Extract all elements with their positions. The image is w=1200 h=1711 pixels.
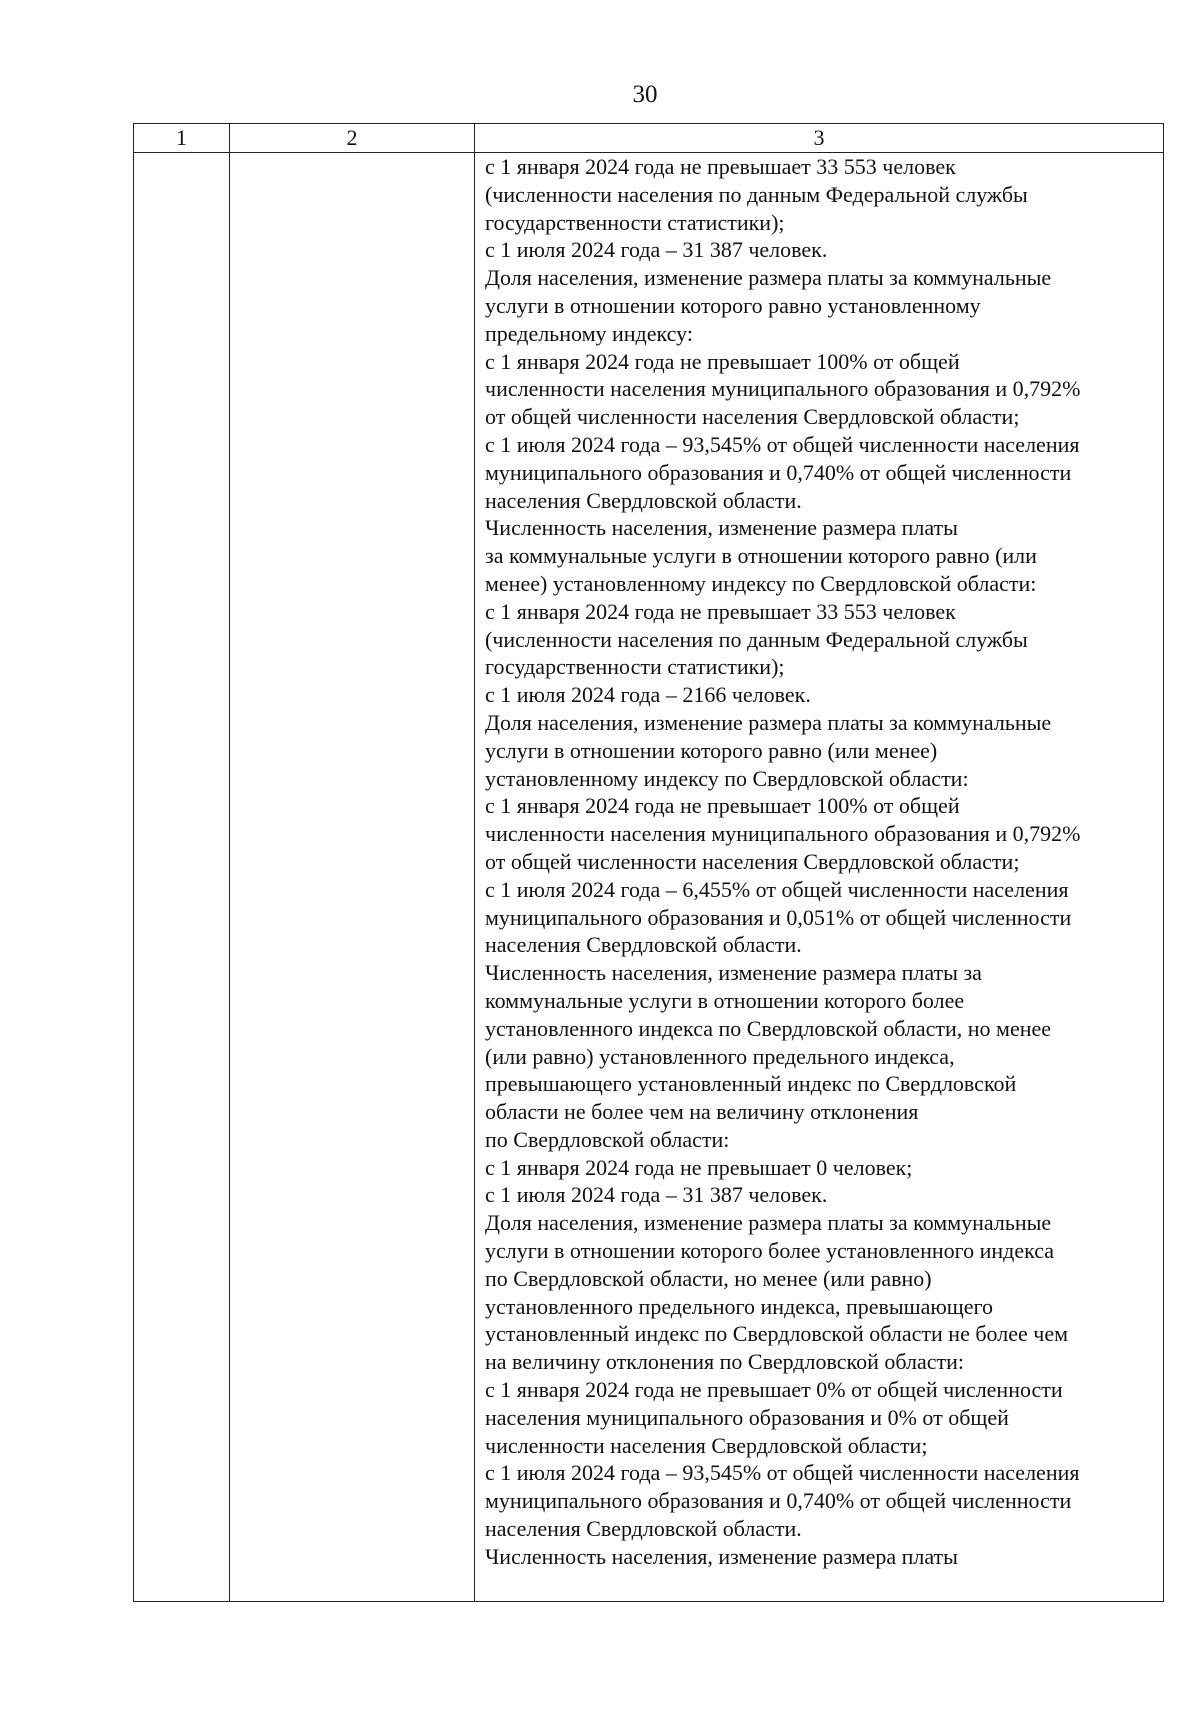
text-line: с 1 января 2024 года не превышает 33 553 человек: [485, 598, 956, 624]
text-line: с 1 июля 2024 года – 93,545% от общей численности населения: [485, 431, 1080, 457]
text-line: населения Свердловской области.: [485, 932, 802, 958]
text-line: услуги в отношении которого равно (или менее): [485, 737, 938, 763]
table-header-row: [134, 124, 1164, 153]
text-line: (численности населения по данным Федеральной службы: [485, 181, 1028, 207]
text-line: менее) установленному индексу по Свердловской области:: [485, 570, 1037, 596]
text-line: с 1 января 2024 года не превышает 33 553 человек: [485, 154, 956, 179]
header-col-3: 3: [475, 124, 1164, 153]
text-line: Доля населения, изменение размера платы за коммунальные: [485, 265, 1052, 291]
header-col-2: 2: [230, 124, 475, 153]
cell-col-3: [475, 153, 1164, 1602]
text-line: численности населения муниципального образования и 0,792%: [485, 376, 1081, 402]
text-line: с 1 июля 2024 года – 2166 человек.: [485, 682, 811, 708]
cell-col-1: [134, 153, 230, 1602]
text-line: с 1 января 2024 года не превышает 0% от общей численности: [485, 1377, 1063, 1403]
text-line: Численность населения, изменение размера платы: [485, 515, 958, 541]
text-line: населения муниципального образования и 0% от общей: [485, 1404, 1009, 1430]
text-line: превышающего установленный индекс по Свердловской: [485, 1071, 1017, 1097]
text-line: услуги в отношении которого более установленного индекса: [485, 1238, 1055, 1264]
text-line: с 1 января 2024 года не превышает 100% от общей: [485, 793, 960, 819]
text-line: муниципального образования и 0,051% от общей численности: [485, 904, 1072, 930]
text-line: государственности статистики);: [485, 654, 785, 680]
text-line: Доля населения, изменение размера платы за коммунальные: [485, 709, 1052, 735]
text-line: от общей численности населения Свердловской области;: [485, 404, 1020, 430]
text-line: Численность населения, изменение размера платы: [485, 1543, 958, 1569]
text-line: (или равно) установленного предельного индекса,: [485, 1043, 955, 1069]
text-line: области не более чем на величину отклонения: [485, 1099, 919, 1125]
text-line: услуги в отношении которого равно установленному: [485, 292, 981, 318]
cell-col-3-text: [475, 153, 1163, 1571]
cell-col-2: [230, 153, 475, 1602]
text-line: с 1 июля 2024 года – 31 387 человек.: [485, 1182, 828, 1208]
text-line: численности населения Свердловской области;: [485, 1432, 928, 1458]
text-line: населения Свердловской области.: [485, 1516, 802, 1542]
text-line: установленному индексу по Свердловской области:: [485, 765, 969, 791]
text-line: муниципального образования и 0,740% от общей численности: [485, 1488, 1072, 1514]
text-line: с 1 июля 2024 года – 93,545% от общей численности населения: [485, 1460, 1080, 1486]
text-line: предельному индексу:: [485, 320, 693, 346]
text-line: коммунальные услуги в отношении которого более: [485, 987, 965, 1013]
text-line: государственности статистики);: [485, 209, 785, 235]
page-number: 30: [632, 81, 658, 108]
text-line: установленного индекса по Свердловской области, но менее: [485, 1015, 1052, 1041]
text-line: по Свердловской области:: [485, 1126, 730, 1152]
text-line: за коммунальные услуги в отношении которого равно (или: [485, 543, 1037, 569]
text-line: численности населения муниципального образования и 0,792%: [485, 821, 1081, 847]
text-line: Численность населения, изменение размера платы за: [485, 960, 982, 986]
text-line: с 1 января 2024 года не превышает 100% от общей: [485, 348, 960, 374]
text-line: Доля населения, изменение размера платы за коммунальные: [485, 1210, 1052, 1236]
text-line: установленного предельного индекса, превышающего: [485, 1293, 993, 1319]
text-line: установленный индекс по Свердловской области не более чем: [485, 1321, 1068, 1347]
text-line: по Свердловской области, но менее (или равно): [485, 1265, 932, 1291]
text-line: с 1 июля 2024 года – 6,455% от общей численности населения: [485, 876, 1069, 902]
table-row: [134, 153, 1164, 1602]
document-table: [133, 123, 1164, 1602]
text-line: с 1 июля 2024 года – 31 387 человек.: [485, 237, 828, 263]
text-line: (численности населения по данным Федеральной службы: [485, 626, 1028, 652]
text-line: на величину отклонения по Свердловской области:: [485, 1349, 964, 1375]
text-line: от общей численности населения Свердловской области;: [485, 848, 1020, 874]
text-line: с 1 января 2024 года не превышает 0 человек;: [485, 1154, 913, 1180]
header-col-1: 1: [134, 124, 230, 153]
text-line: муниципального образования и 0,740% от общей численности: [485, 459, 1072, 485]
text-line: населения Свердловской области.: [485, 487, 802, 513]
